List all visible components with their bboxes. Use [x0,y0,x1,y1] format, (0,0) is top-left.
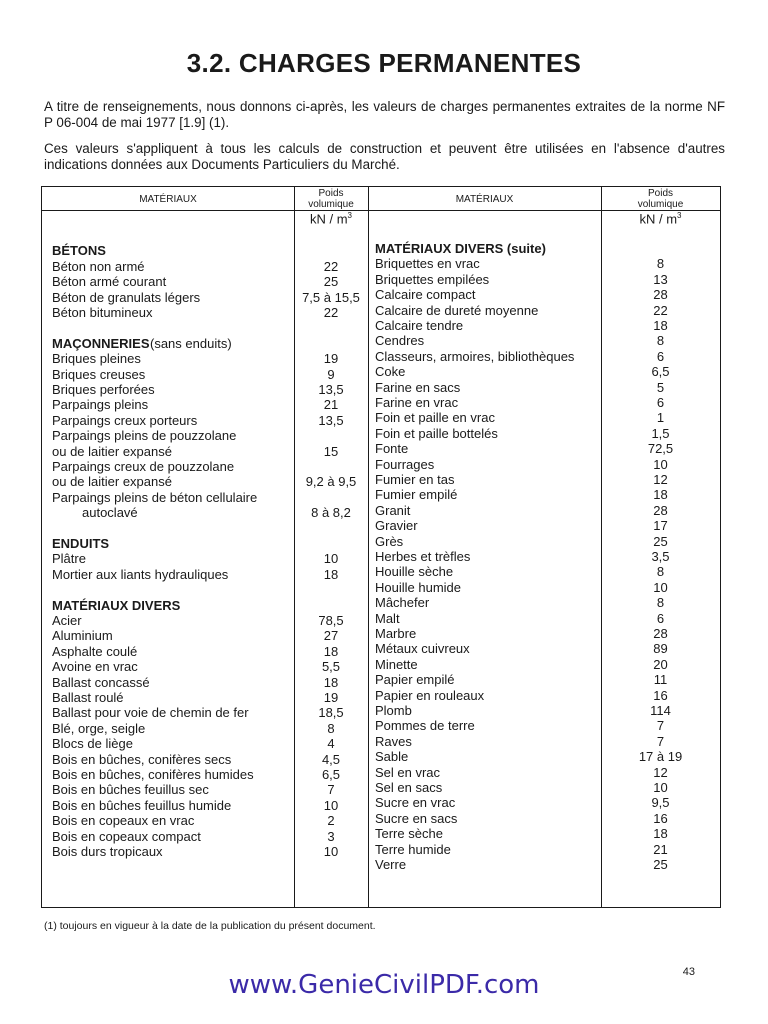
material-label: Mâchefer [375,595,430,611]
weight-value: 7 [656,718,665,734]
weight-value: 78,5 [318,613,344,628]
unit-label-left: kN / $m^3$ [309,211,352,227]
weight-value: 10 [653,780,668,795]
material-label: Marbre [375,626,417,641]
weight-value: 1 [656,410,665,426]
material-label: Avoine en vrac [52,659,138,675]
weight-value: 10 [323,844,339,859]
weight-value: 18 [323,566,339,582]
weight-value: 25 [653,857,668,872]
material-label: Classeurs, armoires, bibliothèques [375,348,575,364]
material-label: Parpaings pleins de béton cellulaire [52,489,258,505]
header-weight-left: Poids volumique [308,188,354,210]
material-label: Grès [375,533,404,549]
weight-value: 19 [323,690,339,705]
material-label: Blé, orge, seigle [52,720,146,736]
weight-value: 20 [653,656,668,672]
material-label: Sucre en vrac [375,795,456,811]
weight-value: 4,5 [321,751,341,767]
material-label: Bois en copeaux en vrac [52,813,195,829]
material-label: Herbes et trèfles [375,549,471,564]
watermark-link[interactable]: www.GenieCivilPDF.com [228,970,540,1000]
material-label: Ballast concassé [52,674,150,690]
weight-value: 8 à 8,2 [311,505,351,521]
material-label: ou de laitier expansé [52,443,172,459]
material-label: Béton de granulats légers [52,289,201,305]
weight-value: 11 [653,672,668,688]
weight-value: 22 [323,258,339,274]
material-label: Foin et paille en vrac [375,410,495,426]
weight-value: 18 [323,674,339,690]
weight-value: 10 [323,551,339,567]
weight-value: 4 [327,736,335,752]
material-label: Verre [375,857,407,872]
material-label: Briques perforées [52,382,155,397]
weight-value: 17 [653,518,668,534]
weight-value: 8 [656,333,665,349]
weight-value: 28 [653,502,668,518]
weight-value: 7 [656,733,665,749]
material-label: Houille humide [375,579,461,595]
material-label: Papier en rouleaux [375,687,485,703]
material-label: Mortier aux liants hydrauliques [52,566,229,582]
material-label: Farine en vrac [375,395,459,410]
material-label: Fumier empilé [375,487,458,503]
material-label: BÉTONS [52,243,106,259]
weight-value: 28 [653,626,668,641]
weight-value: 9,5 [651,795,670,811]
footnote: (1) toujours en vigueur à la date de la publication du présent document. [44,920,376,932]
weight-value: 114 [650,703,671,718]
weight-value: 28 [653,287,668,303]
weight-value: 16 [653,687,668,703]
material-label: Parpaings creux porteurs [52,412,198,428]
weight-value: 22 [653,302,668,318]
weight-value: 5,5 [321,659,341,675]
material-label: Houille sèche [375,564,454,580]
material-label: Sel en vrac [375,764,441,780]
material-label: Foin et paille bottelés [375,425,498,441]
material-label: ENDUITS [52,536,110,551]
material-label: Bois en bûches feuillus humide [52,797,232,813]
weight-value: 21 [323,397,339,413]
weight-value: 18,5 [318,705,344,721]
material-label: Parpaings creux de pouzzolane [52,459,235,474]
material-label: Terre humide [375,841,451,857]
material-label: ou de laitier expansé [52,474,172,490]
material-label: Parpaings pleins [52,397,149,413]
material-label: Béton armé courant [52,274,167,290]
weight-value: 18 [323,643,339,659]
weight-value: 8 [656,564,665,580]
material-label: Bois en bûches, conifères secs [52,751,232,767]
material-label: autoclavé [82,505,138,521]
material-label: Raves [375,733,412,749]
material-label: Ballast roulé [52,690,124,705]
material-label: Calcaire de dureté moyenne [375,302,539,318]
material-label: Gravier [375,518,418,534]
material-label: Briques creuses [52,366,146,382]
intro-paragraph: Ces valeurs s'appliquent à tous les calculs de construction et peuvent être utilisées en l'absence d'autres indications données aux Documents Particuliers du Marché. [44,141,725,172]
weight-value: 27 [323,628,339,644]
material-label: Ballast pour voie de chemin de fer [52,705,249,721]
material-label: Parpaings pleins de pouzzolane [52,428,237,444]
material-label: Asphalte coulé [52,643,138,659]
material-label: Briquettes en vrac [375,256,480,272]
weight-value: 22 [323,305,339,320]
weight-value: 10 [323,797,339,813]
material-label: Aluminium [52,628,113,644]
material-label: Béton non armé [52,258,145,274]
weight-value: 9,2 à 9,5 [305,474,357,490]
material-label: Acier [52,613,82,628]
weight-value: 10 [653,456,668,472]
material-label: Minette [375,656,418,672]
material-label: Terre sèche [375,826,443,842]
weight-value: 15 [323,443,339,459]
material-label: Bois en bûches, conifères humides [52,767,254,782]
weight-value: 7,5 à 15,5 [302,289,360,305]
material-label: MATÉRIAUX DIVERS [52,597,181,613]
weight-value: 13 [653,271,668,287]
weight-value: 6 [656,610,665,626]
weight-value: 18 [653,826,668,842]
material-label: Malt [375,610,400,626]
section-note: (sans enduits) [150,335,232,351]
material-label: Fumier en tas [375,472,455,487]
weight-value: 8 [327,720,335,736]
charges-table [41,186,721,908]
material-label: Bois durs tropicaux [52,844,163,859]
material-label: Blocs de liège [52,736,133,752]
intro-paragraph: A titre de renseignements, nous donnons ci-après, les valeurs de charges permanentes extraites de la norme NF P 06-004 de mai 1977 [1.9] (1). [44,99,725,130]
weight-value: 19 [323,351,339,367]
material-label: Béton bitumineux [52,305,153,320]
weight-value: 13,5 [318,412,344,428]
material-label: Pommes de terre [375,718,475,734]
weight-value: 2 [327,813,335,829]
material-label: MAÇONNERIES [52,335,150,351]
weight-value: 18 [653,318,668,333]
material-label: Calcaire compact [375,287,476,303]
weight-value: 6,5 [321,767,341,782]
weight-value: 7 [327,782,335,798]
weight-value: 25 [323,274,339,290]
material-label: Fonte [375,441,409,457]
weight-value: 3,5 [651,549,670,564]
weight-value: 10 [653,579,668,595]
weight-value: 13,5 [318,382,344,397]
material-label: Farine en sacs [375,379,461,395]
page-title: 3.2. CHARGES PERMANENTES [186,48,582,78]
material-label: Cendres [375,333,425,349]
material-label: Plâtre [52,551,86,567]
header-materials-right: MATÉRIAUX [455,194,514,205]
weight-value: 3 [327,828,335,844]
material-label: Fourrages [375,456,435,472]
material-label: Sable [375,749,409,765]
material-label: MATÉRIAUX DIVERS (suite) [375,241,546,256]
weight-value: 89 [653,641,668,657]
material-label: Plomb [375,703,412,718]
weight-value: 9 [327,366,335,382]
material-label: Papier empilé [375,672,455,688]
material-label: Briques pleines [52,351,141,367]
material-label: Métaux cuivreux [375,641,470,657]
weight-value: 6 [656,348,665,364]
weight-value: 16 [653,810,668,826]
weight-value: 17 à 19 [638,749,683,765]
header-materials-left: MATÉRIAUX [139,194,197,205]
header-weight-right: Poids volumique [637,188,684,210]
material-label: Sel en sacs [375,780,443,795]
weight-value: 25 [653,533,668,549]
weight-value: 1,5 [651,425,670,441]
weight-value: 8 [656,256,665,272]
weight-value: 8 [656,595,665,611]
unit-label-right: kN / $m^3$ [639,211,682,227]
weight-value: 12 [653,764,668,780]
material-label: Briquettes empilées [375,271,490,287]
material-label: Calcaire tendre [375,318,464,333]
material-label: Sucre en sacs [375,810,458,826]
weight-value: 72,5 [647,441,674,457]
weight-value: 18 [653,487,668,503]
weight-value: 5 [656,379,665,395]
weight-value: 12 [653,472,668,487]
weight-value: 21 [653,841,668,857]
page-number: 43 [682,966,695,978]
weight-value: 6,5 [651,364,670,380]
material-label: Bois en copeaux compact [52,828,201,844]
material-label: Coke [375,364,406,380]
weight-value: 6 [656,395,665,410]
material-label: Granit [375,502,411,518]
material-label: Bois en bûches feuillus sec [52,782,209,798]
